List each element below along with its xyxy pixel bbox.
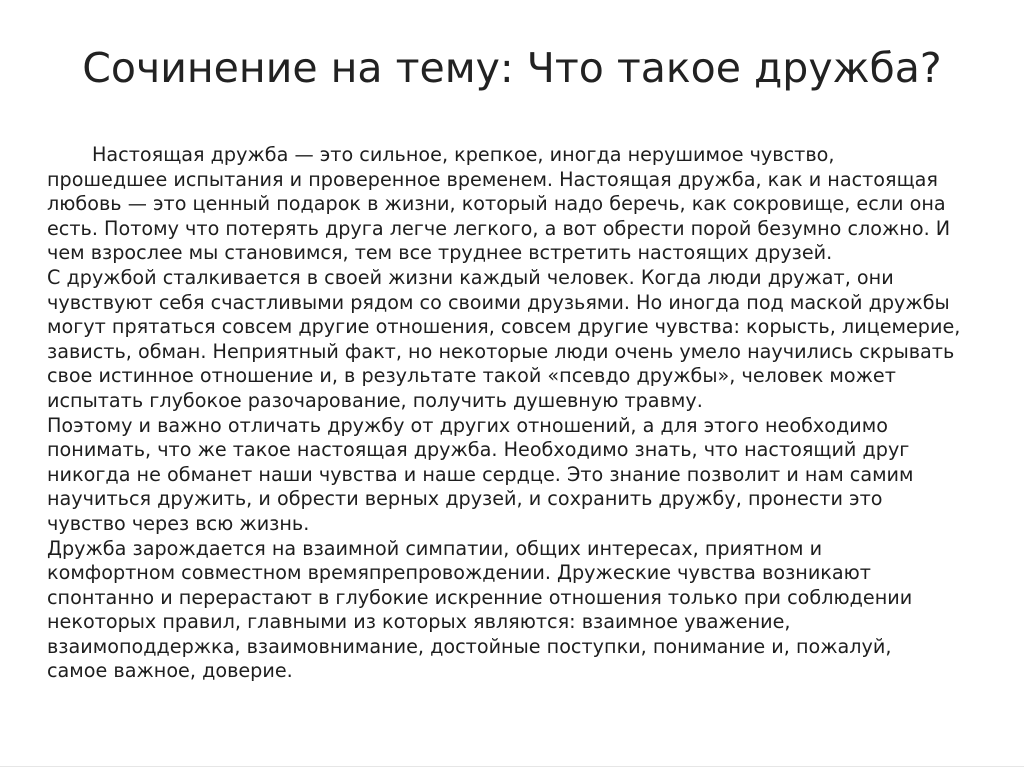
essay-line: чувствуют себя счастливыми рядом со своими друзьями. Но иногда под маской дружбы: [47, 290, 950, 314]
essay-line: никогда не обманет наши чувства и наше сердце. Это знание позволит и нам самим: [47, 462, 914, 486]
essay-line: Поэтому и важно отличать дружбу от других отношений, а для этого необходимо: [47, 413, 888, 437]
essay-line: чем взрослее мы становимся, тем все труднее встретить настоящих друзей.: [47, 241, 833, 265]
essay-line: испытать глубокое разочарование, получить душевную травму.: [47, 388, 703, 412]
essay-body: [47, 143, 1019, 684]
essay-line: зависть, обман. Неприятный факт, но некоторые люди очень умело научились скрывать: [47, 339, 955, 363]
essay-line: Настоящая дружба — это сильное, крепкое, иногда нерушимое чувство,: [92, 143, 835, 166]
essay-line: комфортном совместном времяпрепровождении. Дружеские чувства возникают: [47, 561, 871, 585]
essay-line: есть. Потому что потерять друга легче легкого, а вот обрести порой безумно сложно. И: [47, 216, 951, 240]
essay-line: чувство через всю жизнь.: [47, 511, 310, 535]
essay-line: прошедшее испытания и проверенное временем. Настоящая дружба, как и настоящая: [47, 167, 938, 191]
slide-title: Сочинение на тему: Что такое дружба?: [82, 44, 942, 92]
essay-line: Дружба зарождается на взаимной симпатии, общих интересах, приятном и: [47, 536, 823, 560]
essay-line: С дружбой сталкивается в своей жизни каждый человек. Когда люди дружат, они: [47, 265, 894, 289]
essay-line: любовь — это ценный подарок в жизни, который надо беречь, как сокровище, если она: [47, 192, 946, 216]
essay-line: свое истинное отношение и, в результате такой «псевдо дружбы», человек может: [47, 364, 896, 388]
essay-line: взаимоподдержка, взаимовнимание, достойные поступки, понимание и, пожалуй,: [47, 634, 892, 658]
essay-line: спонтанно и перерастают в глубокие искренние отношения только при соблюдении: [47, 585, 913, 609]
essay-line: могут прятаться совсем другие отношения, совсем другие чувства: корысть, лицемерие,: [47, 315, 961, 339]
essay-line: научиться дружить, и обрести верных друзей, и сохранить дружбу, пронести это: [47, 487, 883, 511]
essay-line: некоторых правил, главными из которых являются: взаимное уважение,: [47, 610, 791, 634]
essay-line: самое важное, доверие.: [47, 659, 293, 683]
essay-line: понимать, что же такое настоящая дружба. Необходимо знать, что настоящий друг: [47, 438, 910, 462]
